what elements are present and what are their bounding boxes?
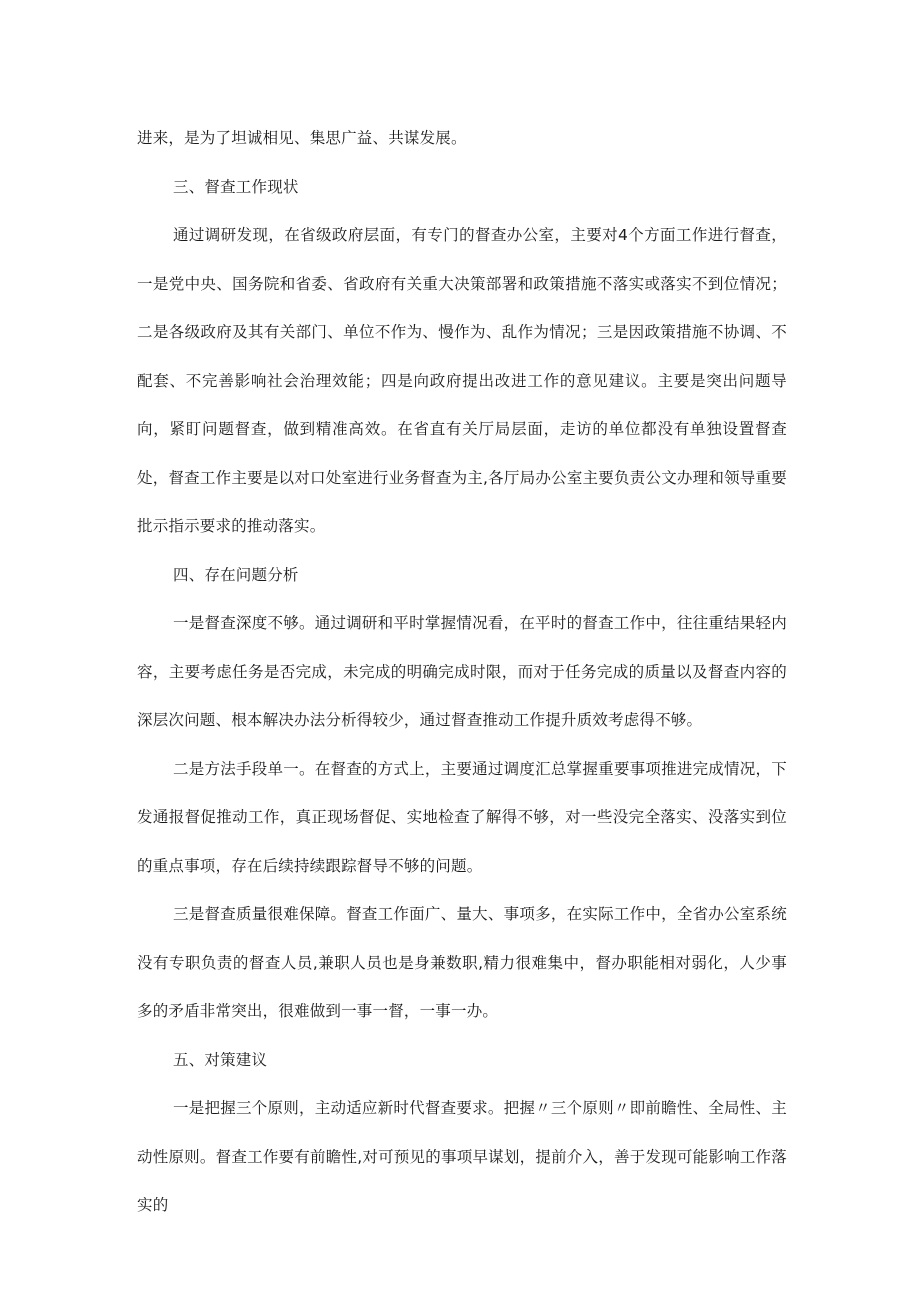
paragraph-suggestion-1: 一是把握三个原则，主动适应新时代督查要求。把握〃三个原则〃即前瞻性、全局性、主动性原则。督查工作要有前瞻性,对可预见的事项早谋划，提前介入，善于发现可能影响工作落实的 xyxy=(137,1099,787,1214)
paragraph-continuation: 进来，是为了坦诚相见、集思广益、共谋发展。 xyxy=(137,129,467,147)
section-heading-5: 五、对策建议 xyxy=(173,1050,268,1069)
section-heading-4: 四、存在问题分析 xyxy=(173,565,299,584)
document-body xyxy=(137,114,787,1230)
section-heading-3: 三、督查工作现状 xyxy=(173,177,299,196)
paragraph-problem-2: 二是方法手段单一。在督查的方式上，主要通过调度汇总掌握重要事项推进完成情况，下发通报督促推动工作，真正现场督促、实地检查了解得不够，对一些没完全落实、没落实到位的重点事项，存在后续持续跟踪督导不够的问题。 xyxy=(137,759,787,875)
paragraph-problem-3: 三是督查质量很难保障。督查工作面广、量大、事项多，在实际工作中，全省办公室系统没有专职负责的督查人员,兼职人员也是身兼数职,精力很难集中，督办职能相对弱化，人少事多的矛盾非常突出，很难做到一事一督，一事一办。 xyxy=(137,905,787,1020)
paragraph-current-status: 通过调研发现，在省级政府层面，有专门的督查办公室，主要对4个方面工作进行督查，一是党中央、国务院和省委、省政府有关重大决策部署和政策措施不落实或落实不到位情况；二是各级政府及其有关部门、单位不作为、慢作为、乱作为情况；三是因政策措施不协调、不配套、不完善影响社会治理效能；四是向政府提出改进工作的意见建议。主要是突出问题导向，紧盯问题督查，做到精准高效。在省直有关厅局层面，走访的单位都没有单独设置督查处，督查工作主要是以对口处室进行业务督查为主,各厅局办公室主要负责公文办理和领导重要批示指示要求的推动落实。 xyxy=(137,226,787,535)
paragraph-problem-1: 一是督查深度不够。通过调研和平时掌握情况看，在平时的督查工作中，往往重结果轻内容，主要考虑任务是否完成，未完成的明确完成时限，而对于任务完成的质量以及督查内容的深层次问题、根本解决办法分析得较少，通过督查推动工作提升质效考虑得不够。 xyxy=(137,614,787,729)
